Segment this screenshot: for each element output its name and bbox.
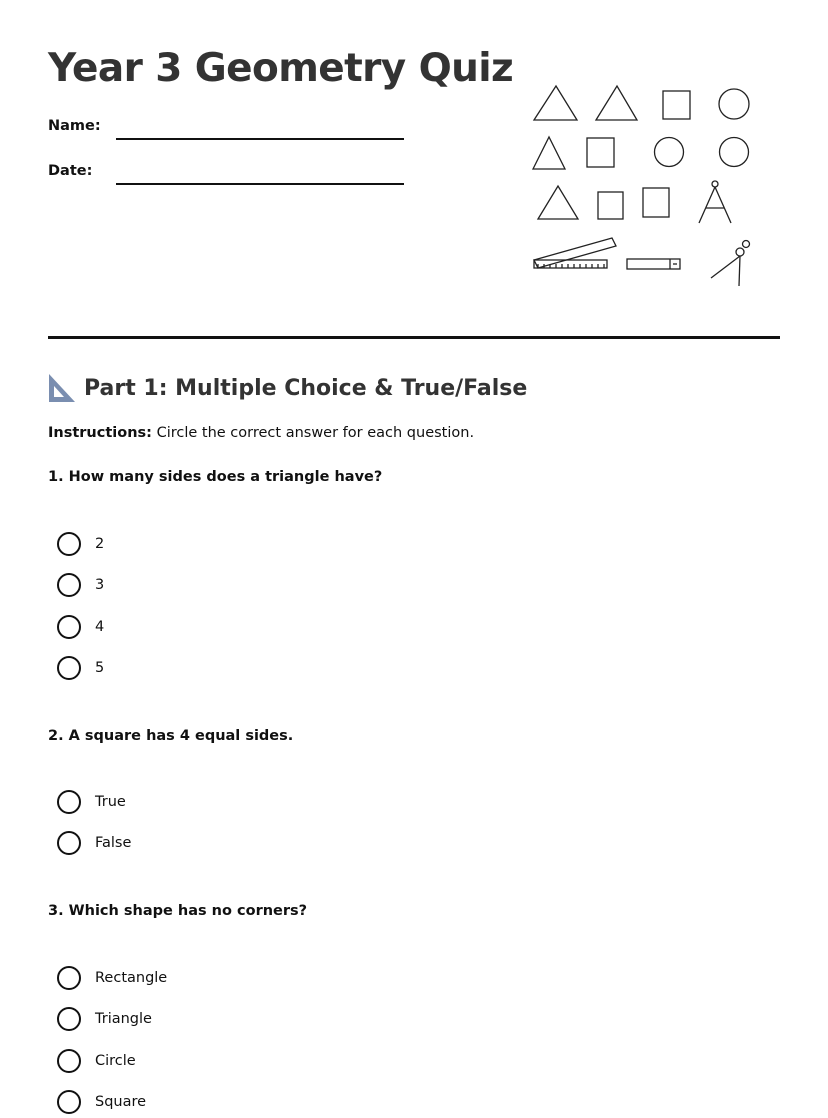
radio-button[interactable] xyxy=(57,790,81,814)
compass-icon xyxy=(711,241,750,287)
question-1-option[interactable] xyxy=(57,615,104,639)
triangle-icon xyxy=(533,137,565,169)
date-label: Date: xyxy=(48,163,93,179)
radio-button[interactable] xyxy=(57,1049,81,1073)
question-2-prompt: 2. A square has 4 equal sides. xyxy=(48,728,294,744)
triangle-icon xyxy=(534,86,577,120)
radio-button[interactable] xyxy=(57,656,81,680)
name-field[interactable] xyxy=(116,138,404,140)
shapes-illustration xyxy=(528,78,760,294)
drawing-compass-icon xyxy=(699,181,731,223)
radio-button[interactable] xyxy=(57,966,81,990)
radio-button[interactable] xyxy=(57,1090,81,1114)
triangle-icon xyxy=(538,186,578,219)
question-1-prompt: 1. How many sides does a triangle have? xyxy=(48,469,383,485)
radio-button[interactable] xyxy=(57,1007,81,1031)
question-3-option[interactable] xyxy=(57,1049,136,1073)
set-square-icon xyxy=(48,373,76,403)
part1-title: Part 1: Multiple Choice & True/False xyxy=(84,375,528,401)
quiz-title: Year 3 Geometry Quiz xyxy=(48,46,514,91)
question-1-option[interactable] xyxy=(57,656,104,680)
ruler-icon xyxy=(627,259,680,269)
option-label: 2 xyxy=(95,536,105,552)
instructions-text: Circle the correct answer for each question. xyxy=(151,425,475,441)
square-icon xyxy=(598,192,623,219)
protractor-ruler-icon xyxy=(534,238,616,268)
question-2-option[interactable] xyxy=(57,790,126,814)
radio-button[interactable] xyxy=(57,831,81,855)
circle-icon xyxy=(720,138,749,167)
triangle-icon xyxy=(596,86,637,120)
part1-heading xyxy=(48,372,527,404)
radio-button[interactable] xyxy=(57,573,81,597)
option-label: Square xyxy=(95,1094,147,1110)
radio-button[interactable] xyxy=(57,615,81,639)
option-label: Triangle xyxy=(95,1011,152,1027)
question-2-option[interactable] xyxy=(57,831,131,855)
instructions xyxy=(48,425,474,441)
date-field[interactable] xyxy=(116,183,404,185)
square-icon xyxy=(643,188,669,217)
question-3-option[interactable] xyxy=(57,966,167,990)
option-label: Circle xyxy=(95,1053,136,1069)
option-label: True xyxy=(95,794,126,810)
circle-icon xyxy=(655,138,684,167)
name-label: Name: xyxy=(48,118,101,134)
square-icon xyxy=(663,91,690,119)
circle-icon xyxy=(719,89,749,119)
question-3-option[interactable] xyxy=(57,1090,146,1114)
option-label: 4 xyxy=(95,619,105,635)
section-divider xyxy=(48,336,780,339)
option-label: False xyxy=(95,835,132,851)
option-label: 5 xyxy=(95,660,105,676)
question-3-prompt: 3. Which shape has no corners? xyxy=(48,903,308,919)
question-1-option[interactable] xyxy=(57,573,104,597)
square-icon xyxy=(587,138,614,167)
instructions-label: Instructions: xyxy=(48,425,152,441)
radio-button[interactable] xyxy=(57,532,81,556)
question-3-option[interactable] xyxy=(57,1007,152,1031)
option-label: 3 xyxy=(95,577,105,593)
question-1-option[interactable] xyxy=(57,532,104,556)
option-label: Rectangle xyxy=(95,970,168,986)
